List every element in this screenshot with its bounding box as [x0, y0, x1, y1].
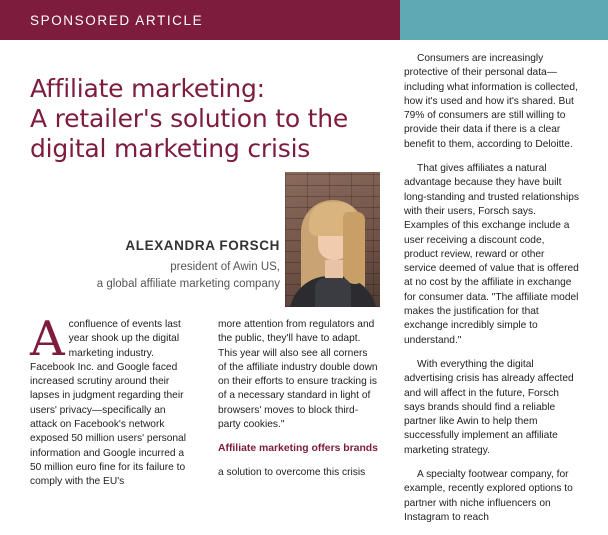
- sponsored-article-bar: [0, 0, 400, 40]
- column-3-paragraph-4: A specialty footwear company, for example, recently explored options to partner with niche influencers on Instagram to reach: [404, 469, 573, 523]
- column-divider: [392, 40, 393, 456]
- column-3-paragraph-2: That gives affiliates a natural advantage because they have built long-standing and trusted relationships with their users, Forsch says. Examples of this exchange include a user receiving a discount code, product review, reward or other service deemed of value that is offered at no cost by the affiliate in exchange for consumer data. "The affiliate model makes the justification for that exchange incredibly simple to understand.": [404, 163, 579, 346]
- photo-hair-side: [343, 212, 365, 284]
- column-2-paragraph-1: more attention from regulators and the public, they'll have to adapt. This year will also see all corners of the affiliate industry double down on their efforts to ensure tracking is of a necessary standard in light of browsers' moves to block third-party cookies.": [218, 319, 378, 431]
- body-column-3: [404, 52, 579, 535]
- column-3-paragraph-1: Consumers are increasingly protective of their personal data—including what information is collected, how it's used and how it's shared. But 79% of consumers are still willing to provide their data if there is a clear benefit to them, according to Deloitte.: [404, 53, 578, 150]
- page-title: [30, 74, 380, 164]
- column-3-paragraph-3: With everything the digital advertising crisis has already affected and will affect in the future, Forsch says brands should find a reliable partner like Awin to help them successfully implement an affiliate marketing strategy.: [404, 358, 574, 456]
- sponsored-article-label: SPONSORED ARTICLE: [30, 12, 204, 28]
- body-column-2: [218, 318, 378, 491]
- column-2-subhead: Affiliate marketing offers brands: [218, 443, 378, 455]
- body-column-1: [30, 311, 190, 500]
- headline-line-2: A retailer's solution to the: [30, 103, 349, 133]
- headline-line-1: Affiliate marketing:: [30, 73, 265, 103]
- column-2-paragraph-2: a solution to overcome this crisis: [218, 467, 366, 479]
- author-photo: [285, 172, 380, 307]
- author-role-line-2: a global affiliate marketing company: [96, 278, 280, 290]
- headline-line-3: digital marketing crisis: [30, 133, 311, 163]
- column-1-paragraph-1: [30, 311, 190, 490]
- photo-garment: [315, 278, 351, 307]
- author-role-line-1: president of Awin US,: [170, 261, 280, 273]
- byline: [30, 238, 280, 293]
- column-1-paragraph-1-text: confluence of events last year shook up the digital marketing industry. Facebook Inc. and Google faced increased scrutiny around their lapses in judgment regarding their users' privacy—specifically an attack on Facebook's network exposed 50 million users' personal information and Google incurred a 50 million euro fine for its failure to comply with the EU's: [30, 319, 186, 488]
- drop-cap: A: [30, 311, 65, 367]
- author-name: ALEXANDRA FORSCH: [125, 238, 280, 253]
- header-accent-block: [400, 0, 608, 40]
